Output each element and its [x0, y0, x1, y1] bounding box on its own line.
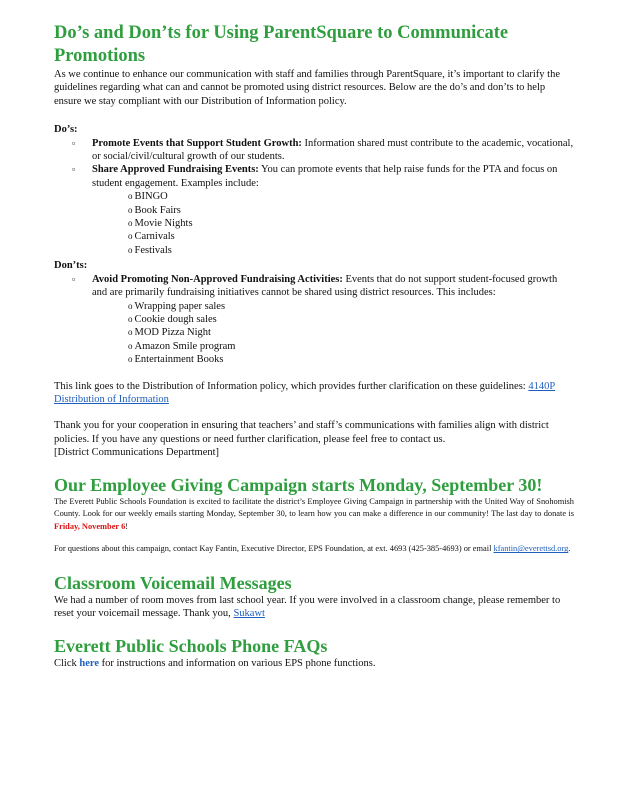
spacer [54, 533, 574, 543]
giving-heading: Our Employee Giving Campaign starts Monday, September 30! [54, 474, 543, 495]
example-text: Carnivals [134, 231, 175, 243]
bullet-icon: ▫ [72, 137, 76, 148]
bullet-text: Events that do not support student-focused growth and are primarily fundraising initiatives cannot be shared using district resources. This includes: [92, 273, 558, 299]
example-text: Festivals [134, 244, 172, 256]
bullet-bold-text: Promote Events that Support Student Growth: [92, 137, 302, 149]
bullet-icon: ▫ [72, 273, 76, 284]
spacer [54, 621, 574, 635]
bullet-bold-text: Share Approved Fundraising Events: [92, 164, 259, 176]
dos-example-item [54, 244, 574, 257]
circle-bullet-icon: o [128, 340, 133, 351]
example-text: BINGO [134, 191, 168, 203]
donts-example-item [54, 313, 574, 326]
page-title: Do’s and Don’ts for Using ParentSquare to Communicate Promotions [54, 23, 509, 66]
dos-example-item [54, 217, 574, 230]
circle-bullet-icon: o [128, 313, 133, 324]
policy-paragraph [54, 380, 574, 407]
giving-body [54, 496, 574, 534]
donts-label: Don’ts: [54, 260, 88, 272]
dos-example-item [54, 230, 574, 243]
spacer [54, 108, 574, 121]
thanks-paragraph: Thank you for your cooperation in ensuring that teachers’ and staff’s communications with families align with district policies. If you have any questions or need further clarification, please feel free to contact us. [54, 420, 549, 445]
document-page [54, 22, 574, 670]
circle-bullet-icon: o [128, 327, 133, 338]
example-text: Cookie dough sales [134, 313, 217, 325]
circle-bullet-icon: o [128, 191, 133, 202]
donts-example-item [54, 340, 574, 353]
example-text: Book Fairs [134, 204, 181, 216]
giving-body-text: The Everett Public Schools Foundation is excited to facilitate the district’s Employee Giving Campaign in partnership with the United Way of Snohomish County. Look for our weekly emails starting Monday, September 30, to learn how you can make a difference in our community! The last day to donate is [54, 496, 574, 519]
phone-body [54, 657, 574, 670]
dos-bullet-1 [54, 137, 574, 164]
spacer [54, 556, 574, 572]
giving-contact [54, 543, 574, 556]
example-text: MOD Pizza Night [134, 327, 211, 339]
voicemail-text: We had a number of room moves from last school year. If you were involved in a classroom change, please remember to reset your voicemail message. Thank you, [54, 594, 561, 620]
example-text: Wrapping paper sales [134, 300, 226, 312]
phone-pre-text: Click [54, 657, 80, 669]
dos-example-item [54, 204, 574, 217]
spacer [54, 406, 574, 419]
example-text: Amazon Smile program [134, 340, 236, 352]
phone-heading: Everett Public Schools Phone FAQs [54, 635, 328, 656]
sukawt-link[interactable]: Sukawt [233, 608, 265, 620]
donts-example-item [54, 300, 574, 313]
circle-bullet-icon: o [128, 231, 133, 242]
circle-bullet-icon: o [128, 354, 133, 365]
bullet-text: Information shared must contribute to the academic, vocational, or social/civil/cultural growth of our students. [92, 137, 574, 163]
circle-bullet-icon: o [128, 244, 133, 255]
email-link[interactable]: kfantin@everettsd.org [493, 544, 569, 554]
intro-paragraph: As we continue to enhance our communication with staff and families through ParentSquare, it’s important to clarify the guidelines regarding what can and cannot be promoted using district resources. Below are the do’s and don’ts to help ensure we stay compliant with our Distribution of Information policy. [54, 69, 561, 107]
circle-bullet-icon: o [128, 300, 133, 311]
bullet-text: You can promote events that help raise funds for the PTA and focus on student engagement. Examples include: [92, 164, 558, 189]
deadline-text: Friday, November 6 [54, 521, 126, 531]
voicemail-heading: Classroom Voicemail Messages [54, 572, 292, 593]
deadline-end: ! [125, 521, 129, 531]
circle-bullet-icon: o [128, 204, 133, 215]
signature: [District Communications Department] [54, 447, 220, 459]
dos-bullet-2 [54, 163, 574, 190]
bullet-bold-text: Avoid Promoting Non-Approved Fundraising Activities: [92, 273, 343, 285]
spacer [54, 367, 574, 380]
donts-bullet [54, 273, 574, 300]
policy-link[interactable]: 4140P Distribution of Information [54, 380, 556, 405]
dos-example-item [54, 190, 574, 203]
contact-end: . [568, 544, 571, 554]
voicemail-body [54, 594, 574, 621]
example-text: Entertainment Books [134, 354, 224, 366]
bullet-icon: ▫ [72, 164, 76, 175]
policy-text: This link goes to the Distribution of Information policy, which provides further clarification on these guidelines: [54, 380, 526, 392]
phone-post-text: for instructions and information on various EPS phone functions. [99, 657, 376, 669]
spacer [54, 460, 574, 474]
contact-text: For questions about this campaign, contact Kay Fantin, Executive Director, EPS Foundation, at ext. 4693 (425-385-4693) or email [54, 544, 494, 554]
donts-example-item [54, 326, 574, 339]
circle-bullet-icon: o [128, 218, 133, 229]
here-link[interactable]: here [79, 657, 100, 669]
example-text: Movie Nights [134, 218, 193, 230]
donts-example-item [54, 353, 574, 366]
dos-label: Do’s: [54, 124, 78, 136]
